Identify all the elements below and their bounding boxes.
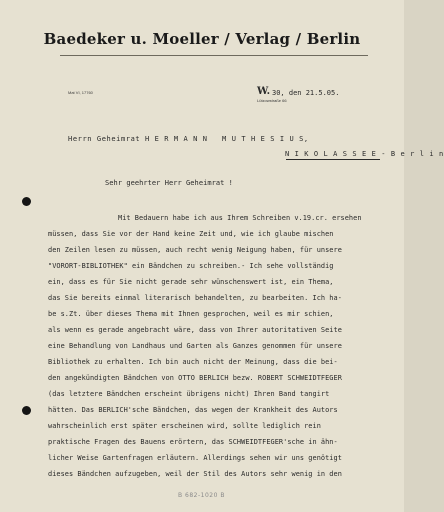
- body-line: den Zeilen lesen zu müssen, auch recht wenig Neigung haben, für unsere: [48, 246, 342, 254]
- punch-hole-top: [22, 197, 31, 206]
- body-line: eine Behandlung von Landhaus und Garten als Ganzes genommen für unsere: [48, 342, 342, 350]
- body-line: be s.Zt. über dieses Thema mit Ihnen gesprochen, weil es mir schien,: [48, 310, 334, 318]
- body-line: praktische Fragen des Bauens erörtern, das SCHWEIDTFEGER'sche in ähn-: [48, 438, 338, 446]
- body-line: hätten. Das BERLICH'sche Bändchen, das wegen der Krankheit des Autors: [48, 406, 338, 414]
- body-line: "VORORT-BIBLIOTHEK" ein Bändchen zu schreiben.- Ich sehe vollständig: [48, 262, 334, 270]
- body-line: dieses Bändchen aufzugeben, weil der Stil des Autors sehr wenig in den: [48, 470, 342, 478]
- addressee: Herrn Geheimrat H E R M A N N M U T H E S I U S,: [68, 135, 309, 143]
- body-line: licher Weise Gartenfragen erläutern. Allerdings sehen wir uns genötigt: [48, 454, 342, 462]
- body-line: den angekündigten Bändchen von OTTO BERLICH bezw. ROBERT SCHWEIDTFEGER: [48, 374, 342, 382]
- body-line: ein, dass es für Sie nicht gerade sehr wünschenswert ist, ein Thema,: [48, 278, 334, 286]
- street-address: Lützowstraße 66: [257, 98, 287, 103]
- body-line: als wenn es gerade angebracht wäre, dass von Ihrer autoritativen Seite: [48, 326, 342, 334]
- salutation: Sehr geehrter Herr Geheimrat !: [105, 179, 233, 187]
- letterhead: Baedeker u. Moeller / Verlag / Berlin: [43, 30, 361, 48]
- pencil-archive-note: B 682-1020 B: [178, 492, 225, 499]
- body-line: wahrscheinlich erst später erscheinen wird, sollte lediglich rein: [48, 422, 321, 430]
- body-line: (das letztere Bändchen erscheint übrigens nicht) Ihren Band tangirt: [48, 390, 330, 398]
- body-line: Mit Bedauern habe ich aus Ihrem Schreiben v.19.cr. ersehen: [118, 214, 362, 222]
- reference-number: Mat VI, 17760: [68, 90, 93, 95]
- body-line: Bibliothek zu erhalten. Ich bin auch nicht der Meinung, dass die bei-: [48, 358, 338, 366]
- date-line: 30, den 21.5.05.: [272, 89, 340, 97]
- city-underline: [286, 159, 380, 160]
- letterhead-rule: [60, 55, 368, 56]
- addressee-city: N I K O L A S S E E - B e r l i n: [285, 150, 444, 158]
- body-line: müssen, dass Sie vor der Hand keine Zeit und, wie ich glaube mischen: [48, 230, 334, 238]
- punch-hole-bottom: [22, 406, 31, 415]
- place-mark: W.: [257, 86, 271, 97]
- body-line: das Sie bereits einmal literarisch behandelten, zu bearbeiten. Ich ha-: [48, 294, 342, 302]
